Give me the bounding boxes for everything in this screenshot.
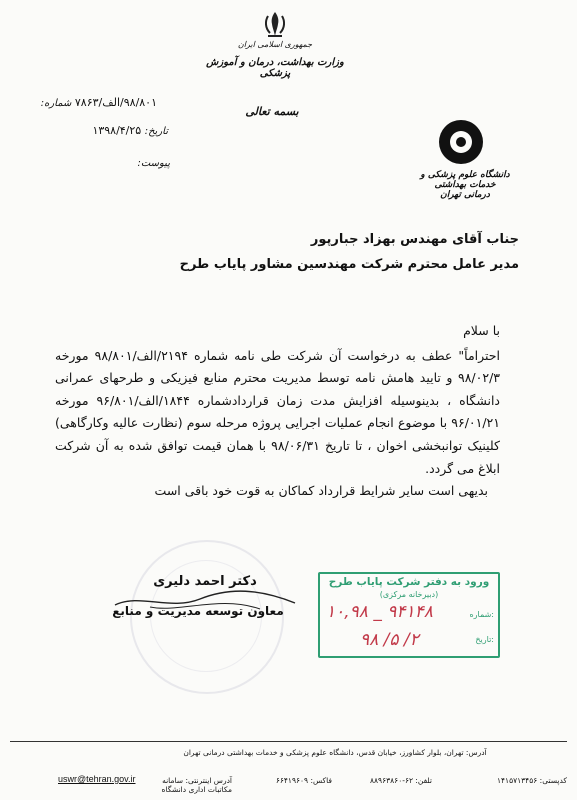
signatory-name: دکتر احمد دلیری [153, 574, 257, 589]
letter-number-label: شماره: [40, 98, 72, 109]
university-logo-icon [437, 118, 485, 166]
closing-sentence: بدیهی است سایر شرایط قرارداد کماکان به قوت خود باقی است [154, 483, 488, 499]
stamp-number-label: شماره: [469, 610, 494, 619]
greeting: با سلام [463, 323, 500, 338]
stamp-subtitle: (دبیرخانه مرکزی) [379, 590, 439, 599]
basmala: بسمه تعالی [245, 105, 299, 118]
ministry-name: وزارت بهداشت، درمان و آموزش پزشکی [206, 57, 344, 79]
signatory-title: معاون توسعه مدیریت و منابع [112, 604, 284, 618]
letter-number-value: ۹۸/۸۰۱/الف/۷۸۶۳ [74, 96, 157, 109]
footer-divider [10, 741, 567, 742]
body-paragraph: احتراماً" عطف به درخواست آن شرکت طی نامه شماره ۲۱۹۴/الف/۹۸/۸۰۱ مورخه ۹۸/۰۲/۳ و تایید هامش نامه توسط مدیریت محترم منابع فیزیکی و طرحهای عمرانی دانشگاه ، بدینوسیله افزایش مدت زمان قراردادشماره ۱۸۴۴/الف/۹۶/۸۰۱ مورخه ۹۶/۰۱/۲۱ با موضوع انجام عملیات اجرایی پروژه مرحله سوم (نظارت عالیه وکارگاهی) کلینیک توانبخشی اخوان ، تا تاریخ ۹۸/۰۶/۳۱ با همان قیمت توافق شده به آن شرکت ابلاغ می گردد. [55, 347, 501, 476]
stamp-title: ورود به دفتر شرکت پایاب طرح [328, 576, 490, 588]
footer-phone: تلفن: ۶۲-۸۸۹۶۳۸۶۰ [370, 776, 432, 785]
attachment-label: پیوست: [137, 158, 170, 169]
letter-date-label: تاریخ: [144, 126, 168, 137]
footer-website-label: آدرس اینترنتی: سامانه مکاتبات اداری دانشگاه [161, 776, 232, 794]
iran-emblem-icon [262, 10, 288, 38]
letter-date-row [58, 124, 168, 137]
footer-email-link[interactable]: uswr@tehran.gov.ir [58, 774, 136, 784]
footer-postal: کدپستی: ۱۴۱۵۷۱۳۴۵۶ [496, 776, 567, 785]
footer-fax: فاکس: ۶۶۴۱۹۶۰۹ [275, 776, 332, 785]
gov-line1: جمهوری اسلامی ایران [237, 40, 313, 49]
attachment-row [137, 156, 170, 169]
recipient-title: مدیر عامل محترم شرکت مهندسین مشاور پایاب طرح [179, 257, 519, 272]
received-stamp [318, 572, 500, 658]
letter-date-value: ۱۳۹۸/۴/۲۵ [92, 124, 142, 137]
letter-body [55, 320, 500, 503]
stamp-date-label: تاریخ: [475, 635, 494, 644]
stamp-handwritten-date: ۹۸ /۵ /۲ [360, 630, 419, 650]
recipient-name: جناب آقای مهندس بهزاد جبارپور [310, 232, 519, 247]
footer-address: آدرس: تهران، بلوار کشاورز، خیابان قدس، دانشگاه علوم پزشکی و خدمات بهداشتی درمانی تهران [183, 748, 487, 757]
university-name: دانشگاه علوم پزشکی و خدمات بهداشتی درمانی تهران [420, 170, 510, 200]
stamp-handwritten-number: ۱۰,۹۸ _ ۹۴۱۴۸ [326, 602, 433, 622]
letter-number-row [41, 96, 157, 109]
